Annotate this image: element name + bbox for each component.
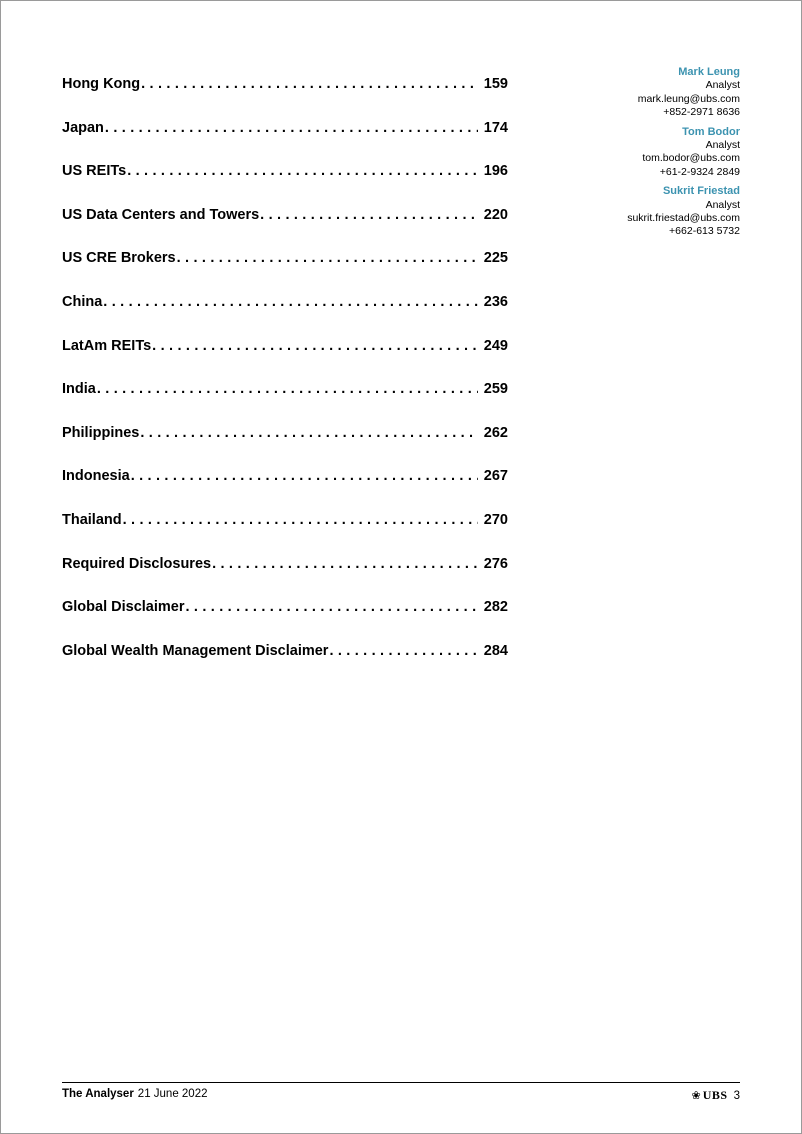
toc-entry[interactable] [62, 468, 508, 512]
dot-leader [140, 425, 477, 441]
toc-entry-title: US CRE Brokers [62, 250, 176, 267]
table-of-contents [62, 76, 508, 686]
toc-entry-title: Thailand [62, 511, 122, 528]
toc-entry[interactable] [62, 120, 508, 164]
toc-entry-title: Japan [62, 119, 104, 136]
analyst-name: Sukrit Friestad [662, 185, 740, 198]
toc-entry-page: 174 [483, 119, 508, 136]
toc-entry-title: Global Disclaimer [62, 599, 185, 616]
toc-entry[interactable] [62, 338, 508, 382]
toc-entry[interactable] [62, 250, 508, 294]
dot-leader [105, 120, 478, 136]
analyst-phone: +61-2-9324 2849 [659, 165, 740, 178]
analyst-card [520, 126, 740, 180]
publication-date: 21 June 2022 [137, 1088, 208, 1100]
dot-leader [141, 76, 478, 92]
toc-entry-page: 196 [483, 163, 508, 180]
analyst-email[interactable]: tom.bodor@ubs.com [642, 152, 740, 165]
dot-leader [177, 250, 478, 266]
dot-leader [186, 599, 478, 615]
toc-entry-page: 159 [483, 76, 508, 92]
toc-entry-title: China [62, 293, 103, 310]
footer-branding [692, 1088, 740, 1103]
analyst-card [520, 66, 740, 120]
toc-entry-page: 220 [483, 206, 508, 223]
ubs-keys-icon: ❀ [691, 1090, 701, 1102]
analyst-phone: +852-2971 8636 [663, 106, 740, 119]
toc-entry[interactable] [62, 599, 508, 643]
toc-entry-page: 284 [483, 642, 508, 659]
toc-entry[interactable] [62, 556, 508, 600]
toc-entry-page: 262 [483, 424, 508, 441]
toc-entry[interactable] [62, 76, 508, 120]
toc-entry-title: Hong Kong [62, 76, 141, 92]
toc-entry-title: LatAm REITs [62, 337, 152, 354]
toc-entry-title: India [62, 381, 96, 398]
toc-entry-page: 282 [483, 599, 508, 616]
toc-entry[interactable] [62, 512, 508, 556]
toc-entry[interactable] [62, 294, 508, 338]
page-footer [62, 1082, 740, 1107]
analyst-name: Tom Bodor [682, 125, 740, 138]
dot-leader [103, 294, 478, 310]
analyst-role: Analyst [705, 79, 740, 92]
toc-entry-title: Required Disclosures [62, 555, 212, 572]
analyst-phone: +662-613 5732 [669, 225, 740, 238]
toc-entry-page: 276 [483, 555, 508, 572]
analyst-role: Analyst [705, 198, 740, 211]
toc-entry-page: 249 [483, 337, 508, 354]
toc-entry-page: 259 [483, 381, 508, 398]
toc-entry-page: 225 [483, 250, 508, 267]
analyst-card [520, 185, 740, 239]
dot-leader [260, 207, 478, 223]
toc-entry[interactable] [62, 381, 508, 425]
analyst-email[interactable]: mark.leung@ubs.com [637, 92, 740, 105]
toc-entry[interactable] [62, 643, 508, 687]
ubs-logo: UBS [702, 1088, 728, 1102]
dot-leader [212, 556, 478, 572]
toc-entry-page: 270 [483, 511, 508, 528]
footer-publication [62, 1088, 208, 1100]
toc-entry[interactable] [62, 207, 508, 251]
toc-entry-title: Indonesia [62, 468, 130, 485]
toc-entry-page: 236 [483, 293, 508, 310]
analyst-name: Mark Leung [678, 66, 740, 78]
toc-entry-title: Philippines [62, 424, 140, 441]
dot-leader [127, 163, 478, 179]
dot-leader [123, 512, 478, 528]
dot-leader [329, 643, 477, 659]
dot-leader [152, 338, 478, 354]
toc-entry-title: US Data Centers and Towers [62, 206, 260, 223]
toc-entry[interactable] [62, 425, 508, 469]
dot-leader [131, 468, 478, 484]
analyst-contacts [520, 66, 740, 245]
toc-entry-page: 267 [483, 468, 508, 485]
analyst-email[interactable]: sukrit.friestad@ubs.com [627, 212, 740, 225]
page-number: 3 [733, 1089, 740, 1102]
toc-entry[interactable] [62, 163, 508, 207]
toc-entry-title: Global Wealth Management Disclaimer [62, 642, 329, 659]
analyst-role: Analyst [705, 139, 740, 152]
publication-title: The Analyser [62, 1088, 134, 1100]
toc-entry-title: US REITs [62, 163, 127, 180]
dot-leader [97, 381, 478, 397]
